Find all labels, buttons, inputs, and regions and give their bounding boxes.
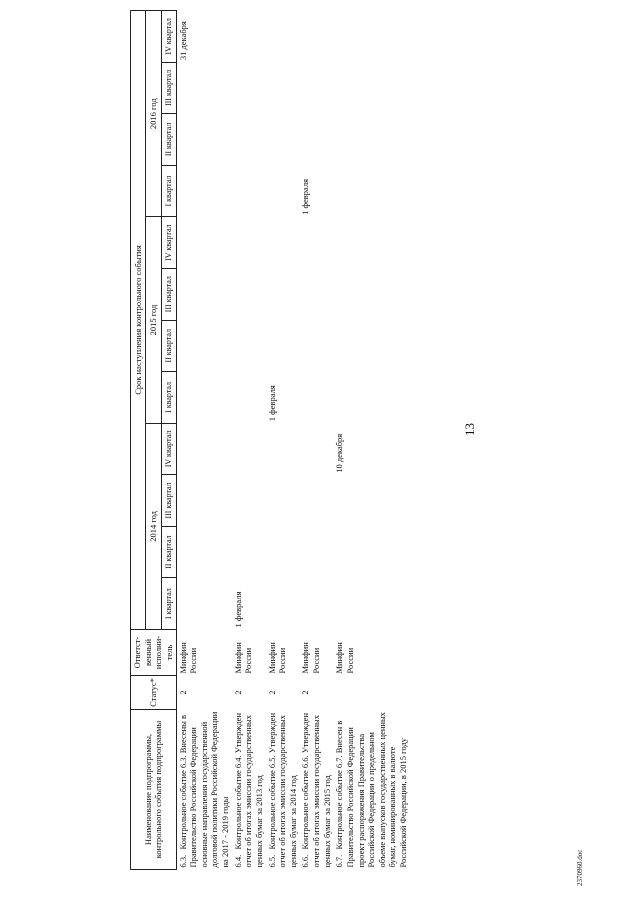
deadline-cell: [266, 578, 300, 630]
header-quarter: III квартал: [161, 62, 176, 114]
event-name-cell: [176, 710, 232, 870]
deadline-cell: [232, 165, 266, 217]
deadline-cell: [299, 578, 333, 630]
status-cell: 2: [300, 690, 311, 695]
event-name: Контрольное событие 6.6. Утвержден отчет об итогах эмиссии государственных ценных бумаг за 2015 год: [300, 712, 332, 868]
deadline-cell: [333, 114, 409, 166]
row-number: 6.5.: [266, 854, 277, 868]
deadline-cell: 31 декабря: [177, 21, 188, 61]
deadline-cell: [176, 475, 232, 527]
deadline-cell: [232, 320, 266, 372]
deadline-cell: [176, 372, 232, 424]
deadline-cell: [232, 372, 266, 424]
header-quarter: I квартал: [161, 372, 176, 424]
deadline-cell: [176, 320, 232, 372]
header-quarter: IV квартал: [161, 11, 176, 63]
deadline-cell: [333, 372, 409, 424]
table-row: [299, 11, 333, 870]
deadline-cell: [232, 475, 266, 527]
deadline-cell: [266, 217, 300, 269]
deadline-cell: [232, 114, 266, 166]
status-cell: 2: [177, 690, 188, 695]
deadline-cell: [299, 372, 333, 424]
deadline-cell: [333, 165, 409, 217]
deadline-cell: 1 февраля: [266, 385, 277, 422]
header-responsible: Ответст-венный исполни-тель: [131, 630, 177, 676]
deadline-cell: [333, 268, 409, 320]
header-quarter: IV квартал: [161, 423, 176, 475]
header-quarter: II квартал: [161, 526, 176, 578]
deadline-cell: [299, 423, 333, 475]
event-name-cell: [299, 710, 333, 870]
header-year-2016: 2016 год: [146, 11, 161, 217]
deadline-cell: [299, 526, 333, 578]
responsible-cell: Минфин России: [266, 642, 288, 674]
deadline-cell: [266, 62, 300, 114]
deadline-cell: 10 декабря: [334, 433, 345, 473]
deadline-cell: [176, 114, 232, 166]
deadline-cell: [176, 62, 232, 114]
header-quarter: III квартал: [161, 475, 176, 527]
header-quarter: III квартал: [161, 268, 176, 320]
deadline-cell: [266, 165, 300, 217]
table-row: [333, 11, 409, 870]
event-name: Контрольное событие 6.4. Утвержден отчет об итогах эмиссии государственных ценных бумаг за 2013 год: [232, 712, 264, 868]
deadline-cell: [176, 217, 232, 269]
deadline-cell: [333, 475, 409, 527]
event-name-cell: [333, 710, 409, 870]
deadline-cell: [333, 11, 409, 63]
deadline-cell: [266, 526, 300, 578]
status-cell: 2: [232, 690, 243, 695]
deadline-cell: [232, 217, 266, 269]
responsible-cell: Минфин России: [300, 642, 321, 674]
rotated-table-container: [130, 10, 600, 870]
deadline-cell: [266, 114, 300, 166]
deadline-cell: 1 февраля: [232, 591, 243, 628]
header-quarter: I квартал: [161, 578, 176, 630]
table-body: [176, 11, 410, 870]
deadline-cell: [299, 475, 333, 527]
document-id: 2370960.doc: [576, 849, 584, 886]
header-year-2015: 2015 год: [146, 217, 161, 423]
table-row: [176, 11, 232, 870]
deadline-cell: 1 февраля: [300, 178, 311, 215]
header-year-2014: 2014 год: [146, 423, 161, 629]
deadline-cell: [176, 423, 232, 475]
deadline-cell: [299, 320, 333, 372]
deadline-cell: [176, 165, 232, 217]
row-number: 6.3.: [177, 854, 188, 868]
deadline-cell: [232, 423, 266, 475]
event-name-cell: [232, 710, 266, 870]
deadline-cell: [176, 526, 232, 578]
deadline-cell: [176, 578, 232, 630]
event-name: Контрольное событие 6.7. Внесен в Правительство Российской Федерации проект распоряжения Правительства Российской Федерации о предельном объеме выпусков государственных ценных бумаг, номинированных в валюте Российской Федерации, в 2015 году: [334, 712, 408, 868]
deadline-cell: [266, 320, 300, 372]
header-status: Статус*: [131, 676, 177, 710]
header-quarter: II квартал: [161, 114, 176, 166]
deadline-cell: [266, 475, 300, 527]
deadline-cell: [333, 526, 409, 578]
deadline-cell: [299, 268, 333, 320]
event-name: Контрольное событие 6.5. Утвержден отчет об итогах эмиссии государственных ценных бумаг за 2014 год: [266, 712, 298, 868]
deadline-cell: [333, 62, 409, 114]
header-deadline: Срок наступления контрольного события: [131, 11, 146, 630]
deadline-cell: [333, 320, 409, 372]
event-name-cell: [266, 710, 300, 870]
deadline-cell: [299, 217, 333, 269]
deadline-cell: [266, 423, 300, 475]
deadline-cell: [333, 217, 409, 269]
deadline-cell: [176, 268, 232, 320]
deadline-cell: [232, 268, 266, 320]
deadline-cell: [232, 526, 266, 578]
deadline-cell: [232, 62, 266, 114]
header-quarter: IV квартал: [161, 217, 176, 269]
header-quarter: I квартал: [161, 165, 176, 217]
status-cell: [333, 676, 409, 710]
responsible-cell: Минфин России: [232, 642, 254, 674]
deadline-cell: [232, 11, 266, 63]
control-events-table: [130, 10, 410, 870]
row-number: 6.7.: [334, 854, 345, 868]
deadline-cell: [299, 11, 333, 63]
status-cell: 2: [266, 690, 277, 695]
row-number: 6.4.: [232, 854, 243, 868]
responsible-cell: Минфин России: [334, 642, 355, 674]
deadline-cell: [266, 268, 300, 320]
header-quarter: II квартал: [161, 320, 176, 372]
deadline-cell: [299, 62, 333, 114]
event-name: Контрольное событие 6.3. Внесены в Правительство Российской Федерации основные направления государственной долговой политики Российской Федерации на 2017 - 2019 годы: [177, 711, 230, 868]
header-name: Наименование подпрограммы, контрольного события подпрограммы: [131, 710, 177, 870]
page-number: 13: [462, 423, 477, 436]
deadline-cell: [266, 11, 300, 63]
table-row: [232, 11, 266, 870]
deadline-cell: [299, 114, 333, 166]
row-number: 6.6.: [300, 854, 311, 868]
responsible-cell: Минфин России: [177, 642, 199, 674]
table-row: [266, 11, 300, 870]
deadline-cell: [333, 578, 409, 630]
